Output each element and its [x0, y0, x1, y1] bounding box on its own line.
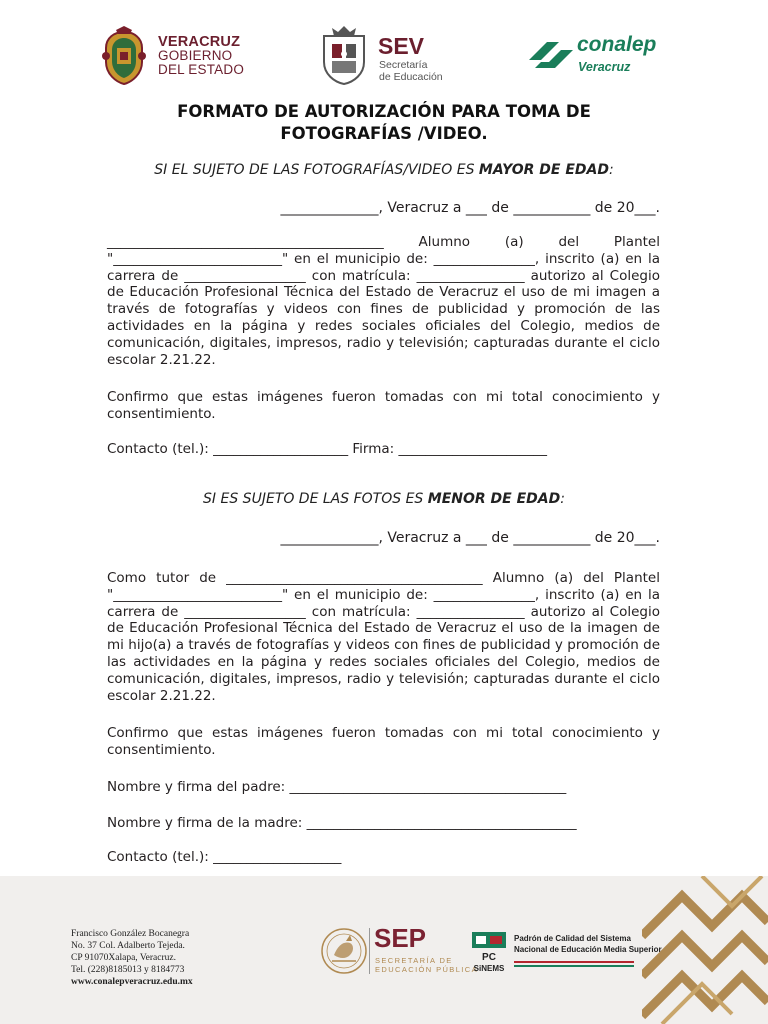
adult-heading-bold: MAYOR DE EDAD	[478, 162, 609, 178]
father-signature-line: Nombre y firma del padre: _________________________________________	[107, 779, 567, 795]
pc-line1: Padrón de Calidad del Sistema	[514, 934, 631, 943]
minor-heading-pre: SI ES SUJETO DE LAS FOTOS ES	[203, 491, 428, 507]
adult-contact-signature-line: Contacto (tel.): ____________________ Firma: ______________________	[107, 441, 547, 457]
sev-seal-icon	[318, 24, 370, 86]
minor-heading-post: :	[560, 491, 565, 507]
sep-subtitle	[375, 956, 478, 974]
pc-line2: Nacional de Educación Media Superior	[514, 945, 662, 954]
veracruz-coat-of-arms-icon	[100, 26, 148, 86]
sev-name: SEV	[378, 33, 425, 59]
sep-sub-line2: EDUCACIÓN PÚBLICA	[375, 965, 478, 974]
mother-signature-line: Nombre y firma de la madre: ________________________________________	[107, 815, 577, 831]
pc-logo-text2: SiNEMS	[473, 964, 505, 973]
sep-sub-line1: SECRETARÍA DE	[375, 956, 453, 965]
adult-heading-post: :	[608, 162, 614, 178]
address-line4: Tel. (228)8185013 y 8184773	[71, 965, 185, 975]
conalep-name: conalep	[577, 33, 657, 56]
pc-logo-text1: PC	[482, 952, 496, 963]
sev-sub-line1: Secretaría	[379, 59, 428, 71]
veracruz-line1: VERACRUZ	[158, 34, 241, 50]
sev-sub-line2: de Educación	[379, 71, 443, 83]
conalep-subtitle: Veracruz	[578, 60, 631, 74]
minor-confirmation-paragraph: Confirmo que estas imágenes fueron tomadas con mi total conocimiento y consentimiento.	[107, 725, 660, 758]
veracruz-line3: DEL ESTADO	[158, 62, 245, 77]
pc-sinems-logo-icon	[470, 928, 508, 974]
adult-date-line: ______________, Veracruz a ___ de ___________ de 20___.	[280, 200, 660, 216]
pc-red-bar	[514, 961, 634, 963]
minor-authorization-paragraph: Como tutor de ______________________________________ Alumno (a) del Plantel "_________________________" en el municipio de: _______________, inscrito (a) en la carrera de __________________ con matrícula: ________________ autorizo al Colegio de Educación Profesional Técnica del Estado de Veracruz el uso de la imagen de mi hijo(a) a través de fotografías y videos con fines de publicidad y promoción de las actividades en la página y redes sociales oficiales del Colegio, medios de comunicación, digitales, impresos, radio y televisión; capturadas durante el ciclo escolar 2.21.22.	[107, 570, 660, 704]
address-line3: CP 91070Xalapa, Veracruz.	[71, 953, 176, 963]
website-link[interactable]: www.conalepveracruz.edu.mx	[71, 977, 193, 987]
page-title	[100, 101, 668, 145]
footer-address	[71, 928, 193, 988]
sev-subtitle	[379, 59, 443, 83]
adult-confirmation-paragraph: Confirmo que estas imágenes fueron tomadas con mi total conocimiento y consentimiento.	[107, 389, 660, 422]
page-title-line2: FOTOGRAFÍAS /VIDEO.	[280, 124, 488, 143]
veracruz-line2: GOBIERNO	[158, 48, 233, 63]
page-title-line1: FORMATO DE AUTORIZACIÓN PARA TOMA DE	[177, 102, 591, 121]
pc-sinems-text	[514, 933, 662, 955]
minor-date-line: ______________, Veracruz a ___ de ___________ de 20___.	[280, 530, 660, 546]
adult-heading-pre: SI EL SUJETO DE LAS FOTOGRAFÍAS/VIDEO ES	[154, 162, 479, 178]
conalep-logo-icon	[527, 38, 575, 72]
adult-section-heading	[100, 162, 668, 178]
adult-authorization-paragraph: _________________________________________ Alumno (a) del Plantel "_________________________" en el municipio de: _______________, inscrito (a) en la carrera de __________________ con matrícula: ________________ autorizo al Colegio de Educación Profesional Técnica del Estado de Veracruz el uso de mi imagen a través de fotografías y videos con fines de publicidad y promoción de las actividades en la página y redes sociales oficiales del Colegio, medios de comunicación, digitales, impresos, radio y televisión; capturadas durante el ciclo escolar 2.21.22.	[107, 234, 660, 368]
mexico-eagle-seal-icon	[320, 925, 368, 977]
pc-green-bar	[514, 965, 634, 967]
address-line2: No. 37 Col. Adalberto Tejeda.	[71, 941, 185, 951]
header	[0, 0, 768, 100]
footer-greek-fret-decoration-icon	[642, 876, 768, 1024]
address-line1: Francisco González Bocanegra	[71, 929, 190, 939]
sep-divider	[369, 928, 370, 974]
minor-heading-bold: MENOR DE EDAD	[427, 491, 561, 507]
veracruz-government-wordmark	[158, 35, 244, 77]
minor-contact-line: Contacto (tel.): ___________________	[107, 849, 342, 865]
sep-name: SEP	[374, 923, 427, 953]
minor-section-heading	[100, 491, 668, 507]
